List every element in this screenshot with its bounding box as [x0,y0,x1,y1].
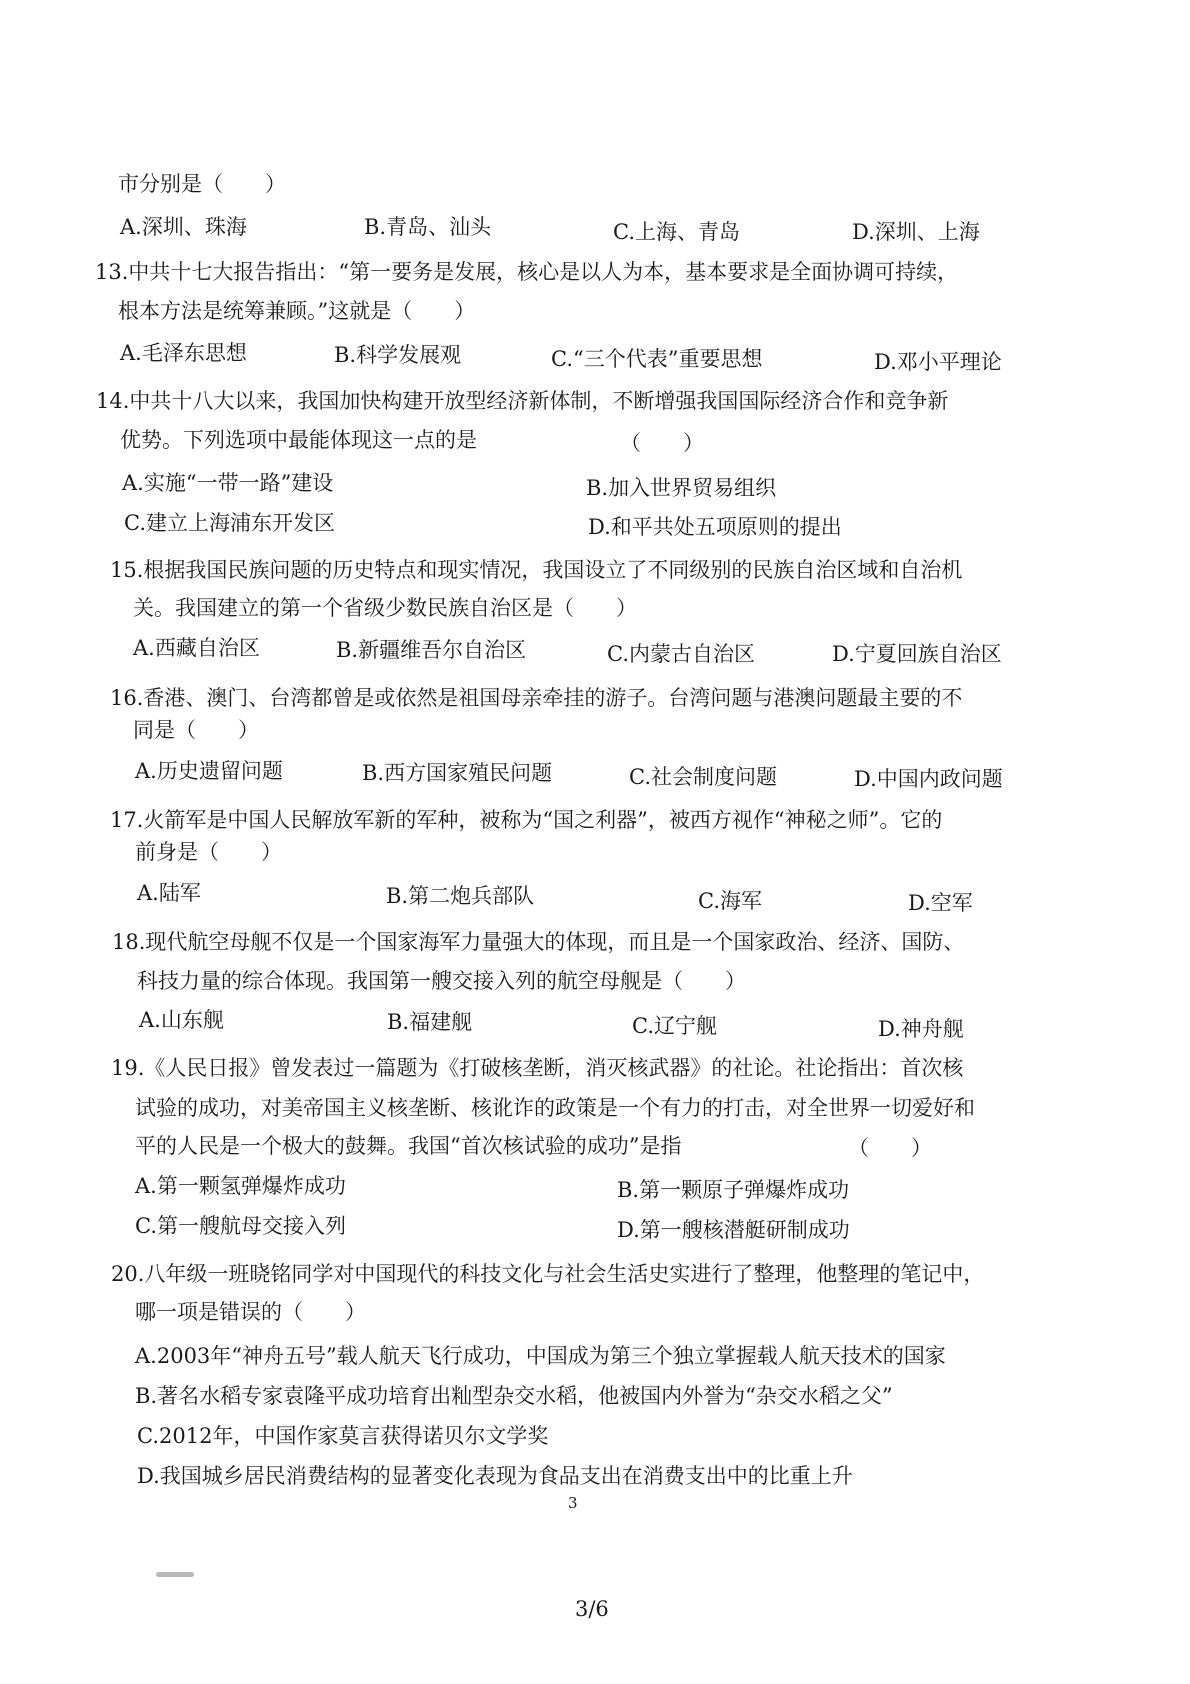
q12-option-c: C.上海、青岛 [613,220,740,244]
q14-answer-paren: （ ） [620,431,704,455]
q19-answer-paren: （ ） [848,1136,932,1160]
q20-option-c: C.2012年，中国作家莫言获得诺贝尔文学奖 [137,1424,549,1448]
q19-option-d: D.第一艘核潜艇研制成功 [617,1218,850,1242]
q13-option-d: D.邓小平理论 [874,350,1002,374]
q13-stem-line1: 13.中共十七大报告指出：“第一要务是发展，核心是以人为本，基本要求是全面协调可持续， [95,260,959,284]
q20-stem-line1: 20.八年级一班晓铭同学对中国现代的科技文化与社会生活史实进行了整理，他整理的笔记中， [111,1262,985,1286]
q17-option-c: C.海军 [698,889,762,913]
q17-option-a: A.陆军 [137,881,201,905]
page-number: 3 [568,1494,578,1512]
q15-option-a: A.西藏自治区 [133,636,260,660]
q18-stem-line2: 科技力量的综合体现。我国第一艘交接入列的航空母舰是（ ） [137,969,746,993]
q20-option-b: B.著名水稻专家袁隆平成功培育出籼型杂交水稻，他被国内外誉为“杂交水稻之父” [135,1384,893,1408]
q14-stem-line1: 14.中共十八大以来，我国加快构建开放型经济新体制，不断增强我国国际经济合作和竞争新 [96,389,949,413]
q17-stem-line2: 前身是（ ） [135,840,282,864]
q19-stem-line1: 19.《人民日报》曾发表过一篇题为《打破核垄断，消灭核武器》的社论。社论指出：首次核 [111,1056,964,1080]
q18-stem-line1: 18.现代航空母舰不仅是一个国家海军力量强大的体现，而且是一个国家政治、经济、国防、 [112,930,965,954]
q16-stem-line1: 16.香港、澳门、台湾都曾是或依然是祖国母亲牵挂的游子。台湾问题与港澳问题最主要的不 [110,686,963,710]
q15-option-c: C.内蒙古自治区 [607,642,755,666]
q15-stem-line1: 15.根据我国民族问题的历史特点和现实情况，我国设立了不同级别的民族自治区域和自治机 [110,558,963,582]
q16-option-a: A.历史遗留问题 [135,759,283,783]
q14-option-a: A.实施“一带一路”建设 [122,471,334,495]
q15-option-d: D.宁夏回族自治区 [832,642,1002,666]
q14-stem-line2: 优势。下列选项中最能体现这一点的是 [120,428,477,452]
q20-stem-line2: 哪一项是错误的（ ） [135,1300,366,1324]
q15-stem-line2: 关。我国建立的第一个省级少数民族自治区是（ ） [133,596,637,620]
q17-option-b: B.第二炮兵部队 [386,884,535,908]
q13-option-c: C.“三个代表”重要思想 [551,347,763,371]
q17-stem-line1: 17.火箭军是中国人民解放军新的军种，被称为“国之利器”，被西方视作“神秘之师”。它的 [110,808,943,832]
footer-page-indicator: 3/6 [575,1597,609,1621]
q18-option-b: B.福建舰 [387,1010,473,1034]
q16-option-c: C.社会制度问题 [629,765,777,789]
q14-option-b: B.加入世界贸易组织 [586,476,777,500]
q19-option-c: C.第一艘航母交接入列 [135,1214,346,1238]
q18-option-d: D.神舟舰 [878,1017,964,1041]
q12-option-d: D.深圳、上海 [852,220,980,244]
q16-stem-line2: 同是（ ） [133,718,259,742]
q17-option-d: D.空军 [908,891,973,915]
q16-option-d: D.中国内政问题 [854,767,1003,791]
q14-option-d: D.和平共处五项原则的提出 [588,515,842,539]
q13-stem-line2: 根本方法是统筹兼顾。”这就是（ ） [118,299,476,323]
q12-option-a: A.深圳、珠海 [120,215,247,239]
scan-smudge [156,1572,194,1577]
q16-option-b: B.西方国家殖民问题 [362,761,553,785]
q19-stem-line2: 试验的成功，对美帝国主义核垄断、核讹诈的政策是一个有力的打击，对全世界一切爱好和 [135,1096,975,1120]
q19-option-a: A.第一颗氢弹爆炸成功 [135,1174,346,1198]
q20-option-a: A.2003年“神舟五号”载人航天飞行成功，中国成为第三个独立掌握载人航天技术的国家 [135,1344,946,1368]
q18-option-c: C.辽宁舰 [632,1014,717,1038]
q19-option-b: B.第一颗原子弹爆炸成功 [617,1178,850,1202]
q18-option-a: A.山东舰 [139,1008,224,1032]
q12-stem-continuation: 市分别是（ ） [118,172,286,196]
q13-option-a: A.毛泽东思想 [120,341,247,365]
q15-option-b: B.新疆维吾尔自治区 [336,638,527,662]
q19-stem-line3: 平的人民是一个极大的鼓舞。我国“首次核试验的成功”是指 [135,1134,682,1158]
q20-option-d: D.我国城乡居民消费结构的显著变化表现为食品支出在消费支出中的比重上升 [137,1464,853,1488]
q12-option-b: B.青岛、汕头 [364,215,492,239]
q13-option-b: B.科学发展观 [334,343,462,367]
q14-option-c: C.建立上海浦东开发区 [124,511,335,535]
